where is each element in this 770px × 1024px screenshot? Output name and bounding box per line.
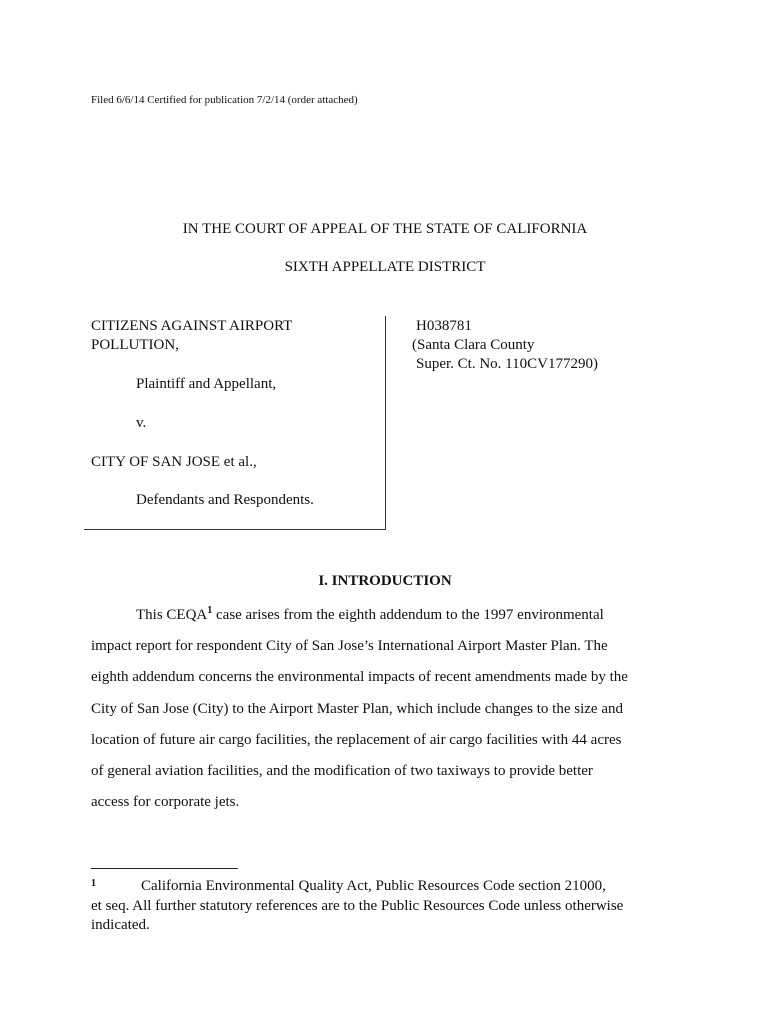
footnote-divider bbox=[91, 868, 238, 869]
appellate-district: SIXTH APPELLATE DISTRICT bbox=[284, 259, 486, 275]
body-line bbox=[91, 600, 681, 631]
footnote-mark: 1 bbox=[91, 878, 96, 889]
case-number: H038781 bbox=[416, 318, 472, 334]
plaintiff-role: Plaintiff and Appellant, bbox=[136, 376, 277, 392]
footnote-line: indicated. bbox=[91, 917, 150, 933]
body-line1-rest: case arises from the eighth addendum to the 1997 environmental bbox=[212, 607, 604, 623]
body-line: location of future air cargo facilities, the replacement of air cargo facilities with 44 acres bbox=[91, 731, 622, 748]
filing-note: Filed 6/6/14 Certified for publication 7/2/14 (order attached) bbox=[91, 94, 358, 106]
body-line: eighth addendum concerns the environmental impacts of recent amendments made by the bbox=[91, 669, 628, 686]
footnote-reference[interactable]: 1 bbox=[207, 605, 213, 616]
footnote-line bbox=[91, 874, 691, 897]
superior-court-number: Super. Ct. No. 110CV177290) bbox=[416, 356, 598, 372]
plaintiff-name-line2: POLLUTION, bbox=[91, 337, 179, 353]
body-line: access for corporate jets. bbox=[91, 794, 240, 811]
footnote-text: California Environmental Quality Act, Public Resources Code section 21000, bbox=[141, 878, 606, 894]
body-line: impact report for respondent City of San Jose’s International Airport Master Plan. The bbox=[91, 638, 608, 655]
defendant-role: Defendants and Respondents. bbox=[136, 492, 314, 508]
section-heading: I. INTRODUCTION bbox=[318, 573, 452, 589]
footnote-line: et seq. All further statutory references are to the Public Resources Code unless otherwise bbox=[91, 897, 624, 914]
body-line: City of San Jose (City) to the Airport Master Plan, which include changes to the size and bbox=[91, 700, 623, 717]
defendant-name: CITY OF SAN JOSE et al., bbox=[91, 454, 257, 470]
introduction-paragraph bbox=[91, 600, 681, 818]
plaintiff-name-line1: CITIZENS AGAINST AIRPORT bbox=[91, 318, 293, 334]
body-line: of general aviation facilities, and the modification of two taxiways to provide better bbox=[91, 763, 593, 780]
footnote bbox=[91, 874, 691, 936]
court-name: IN THE COURT OF APPEAL OF THE STATE OF CALIFORNIA bbox=[182, 221, 588, 237]
body-line1-start: This CEQA bbox=[136, 607, 208, 623]
county: (Santa Clara County bbox=[412, 337, 535, 353]
versus: v. bbox=[136, 415, 147, 431]
